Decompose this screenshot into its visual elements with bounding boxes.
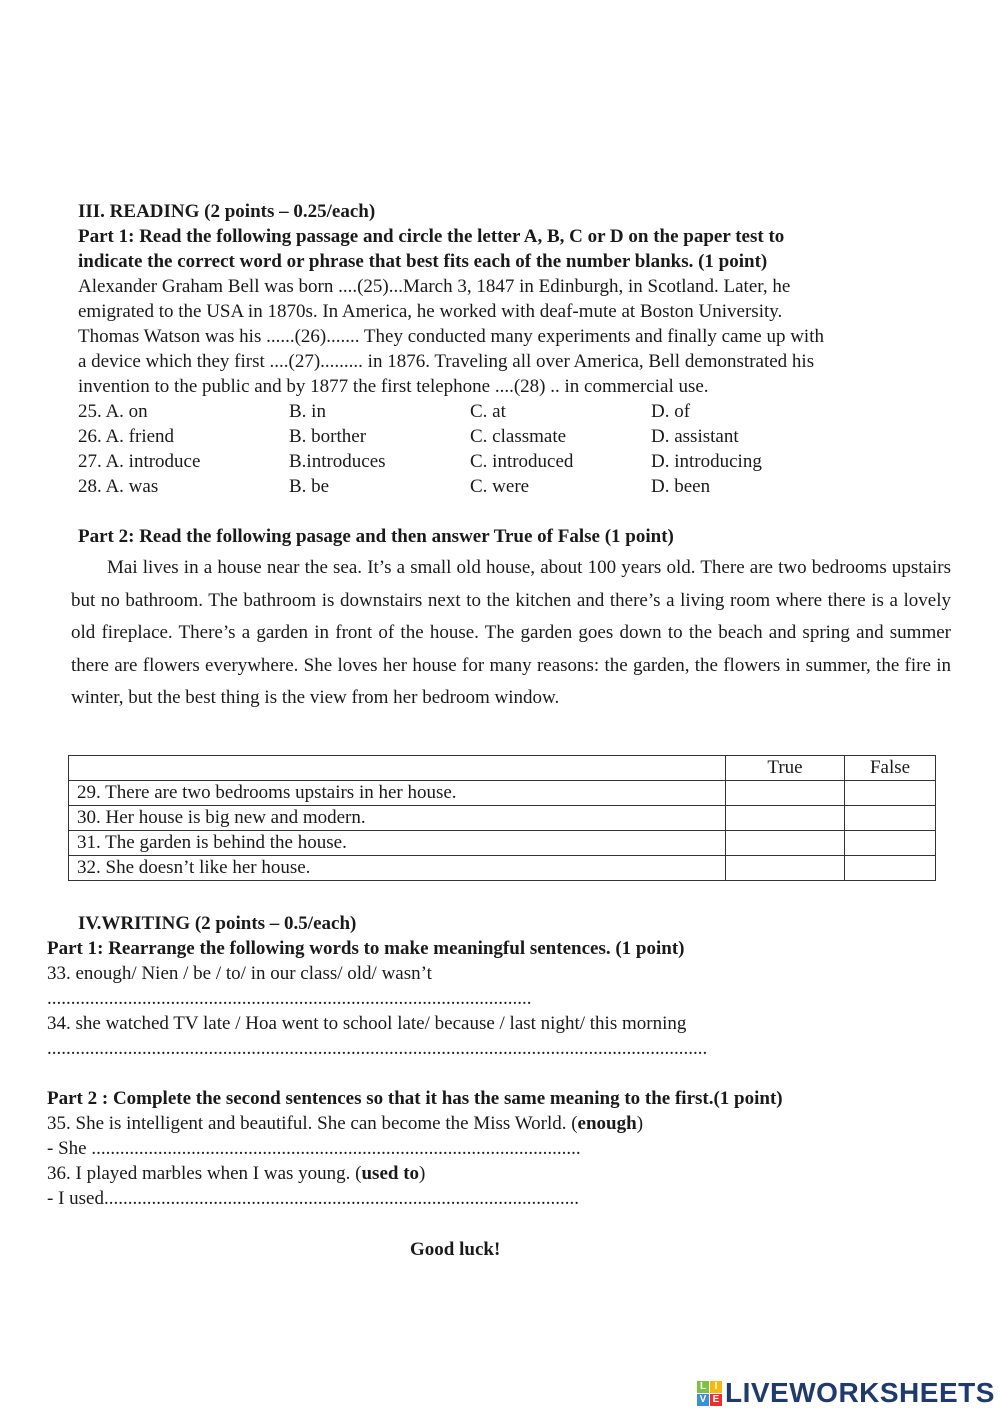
logo-text: LIVEWORKSHEETS bbox=[725, 1377, 995, 1408]
true-answer-cell[interactable] bbox=[726, 781, 845, 806]
true-answer-cell[interactable] bbox=[726, 806, 845, 831]
part1-heading-line2: indicate the correct word or phrase that best fits each of the number blanks. (1 point) bbox=[78, 251, 768, 272]
writing-section-title: IV.WRITING (2 points – 0.5/each) bbox=[78, 913, 357, 934]
good-luck-text: Good luck! bbox=[410, 1239, 501, 1260]
option-b[interactable]: B.introduces bbox=[289, 451, 386, 472]
logo-letter-i: I bbox=[710, 1381, 722, 1393]
option-a[interactable]: 26. A. friend bbox=[78, 426, 175, 447]
table-row bbox=[69, 781, 936, 806]
false-answer-cell[interactable] bbox=[845, 806, 936, 831]
passage-line: Alexander Graham Bell was born ....(25)...March 3, 1847 in Edinburgh, in Scotland. Later, he bbox=[78, 276, 791, 297]
option-c[interactable]: C. at bbox=[470, 401, 506, 422]
logo-letter-l: L bbox=[697, 1381, 709, 1393]
header-cell-question bbox=[69, 756, 726, 781]
part2-heading: Part 2: Read the following pasage and then answer True of False (1 point) bbox=[78, 526, 674, 547]
table-row bbox=[69, 856, 936, 881]
passage-line: invention to the public and by 1877 the first telephone ....(28) .. in commercial use. bbox=[78, 376, 709, 397]
option-c[interactable]: C. introduced bbox=[470, 451, 574, 472]
question-27 bbox=[78, 449, 878, 474]
true-answer-cell[interactable] bbox=[726, 856, 845, 881]
passage-line: emigrated to the USA in 1870s. In America, he worked with deaf-mute at Boston University. bbox=[78, 301, 783, 322]
question-34: 34. she watched TV late / Hoa went to school late/ because / last night/ this morning bbox=[47, 1013, 687, 1034]
writing-part2-heading: Part 2 : Complete the second sentences so that it has the same meaning to the first.(1 point) bbox=[47, 1088, 783, 1109]
option-a[interactable]: 28. A. was bbox=[78, 476, 159, 497]
question-28 bbox=[78, 474, 878, 499]
question-36-close: ) bbox=[419, 1163, 426, 1184]
question-35-close: ) bbox=[636, 1113, 644, 1134]
true-false-table bbox=[68, 755, 936, 881]
option-b[interactable]: B. in bbox=[289, 401, 326, 422]
table-header-row bbox=[69, 756, 936, 781]
part2-passage: Mai lives in a house near the sea. It’s a small old house, about 100 years old. There are two bedrooms upstairs but no bathroom. The bathroom is downstairs next to the kitchen and there’s a living room where there is a lovely old fireplace. There’s a garden in front of the house. The garden goes down to the beach and spring and summer there are flowers everywhere. She loves her house for many reasons: the garden, the flowers in summer, the fire in winter, but the best thing is the view from her bedroom window. bbox=[71, 557, 951, 709]
option-d[interactable]: D. of bbox=[651, 401, 691, 422]
option-b[interactable]: B. borther bbox=[289, 426, 367, 447]
true-answer-cell[interactable] bbox=[726, 831, 845, 856]
false-answer-cell[interactable] bbox=[845, 831, 936, 856]
question-36-text: 36. I played marbles when I was young. ( bbox=[47, 1163, 362, 1184]
question-33: 33. enough/ Nien / be / to/ in our class/ old/ wasn’t bbox=[47, 963, 432, 984]
false-answer-cell[interactable] bbox=[845, 781, 936, 806]
question-36-hint: used to bbox=[361, 1163, 420, 1184]
table-row bbox=[69, 806, 936, 831]
question-35 bbox=[47, 1111, 643, 1136]
header-cell-false: False bbox=[845, 756, 936, 781]
passage-line: Thomas Watson was his ......(26)....... They conducted many experiments and finally came up with bbox=[78, 326, 824, 347]
header-cell-true: True bbox=[726, 756, 845, 781]
option-c[interactable]: C. classmate bbox=[470, 426, 567, 447]
question-26 bbox=[78, 424, 878, 449]
writing-part1-heading: Part 1: Rearrange the following words to make meaningful sentences. (1 point) bbox=[47, 938, 685, 959]
passage-line: a device which they first ....(27)......... in 1876. Traveling all over America, Bell demonstrated his bbox=[78, 351, 815, 372]
option-d[interactable]: D. assistant bbox=[651, 426, 739, 447]
option-c[interactable]: C. were bbox=[470, 476, 530, 497]
question-36 bbox=[47, 1161, 425, 1186]
statement-cell: 29. There are two bedrooms upstairs in her house. bbox=[69, 781, 726, 806]
answer-33-blank[interactable]: ...................................................................................................... bbox=[47, 988, 532, 1009]
option-d[interactable]: D. introducing bbox=[651, 451, 762, 472]
logo-letter-e: E bbox=[710, 1394, 722, 1406]
option-a[interactable]: 27. A. introduce bbox=[78, 451, 201, 472]
option-b[interactable]: B. be bbox=[289, 476, 330, 497]
question-35-hint: enough bbox=[577, 1113, 637, 1134]
option-d[interactable]: D. been bbox=[651, 476, 711, 497]
part1-heading-line1: Part 1: Read the following passage and circle the letter A, B, C or D on the paper test to bbox=[78, 226, 785, 247]
statement-cell: 31. The garden is behind the house. bbox=[69, 831, 726, 856]
answer-35-blank[interactable]: - She ....................................................................................................... bbox=[47, 1138, 581, 1159]
false-answer-cell[interactable] bbox=[845, 856, 936, 881]
reading-section-title: III. READING (2 points – 0.25/each) bbox=[78, 201, 376, 222]
liveworksheets-logo bbox=[697, 1377, 995, 1408]
question-35-text: 35. She is intelligent and beautiful. She can become the Miss World. ( bbox=[47, 1113, 578, 1134]
answer-36-blank[interactable]: - I used.................................................................................................... bbox=[47, 1188, 579, 1209]
option-a[interactable]: 25. A. on bbox=[78, 401, 148, 422]
answer-34-blank[interactable]: ........................................................................................................................................... bbox=[47, 1038, 708, 1059]
logo-icon bbox=[697, 1381, 722, 1406]
statement-cell: 30. Her house is big new and modern. bbox=[69, 806, 726, 831]
table-row bbox=[69, 831, 936, 856]
question-25 bbox=[78, 399, 878, 424]
logo-letter-v: V bbox=[697, 1394, 709, 1406]
statement-cell: 32. She doesn’t like her house. bbox=[69, 856, 726, 881]
